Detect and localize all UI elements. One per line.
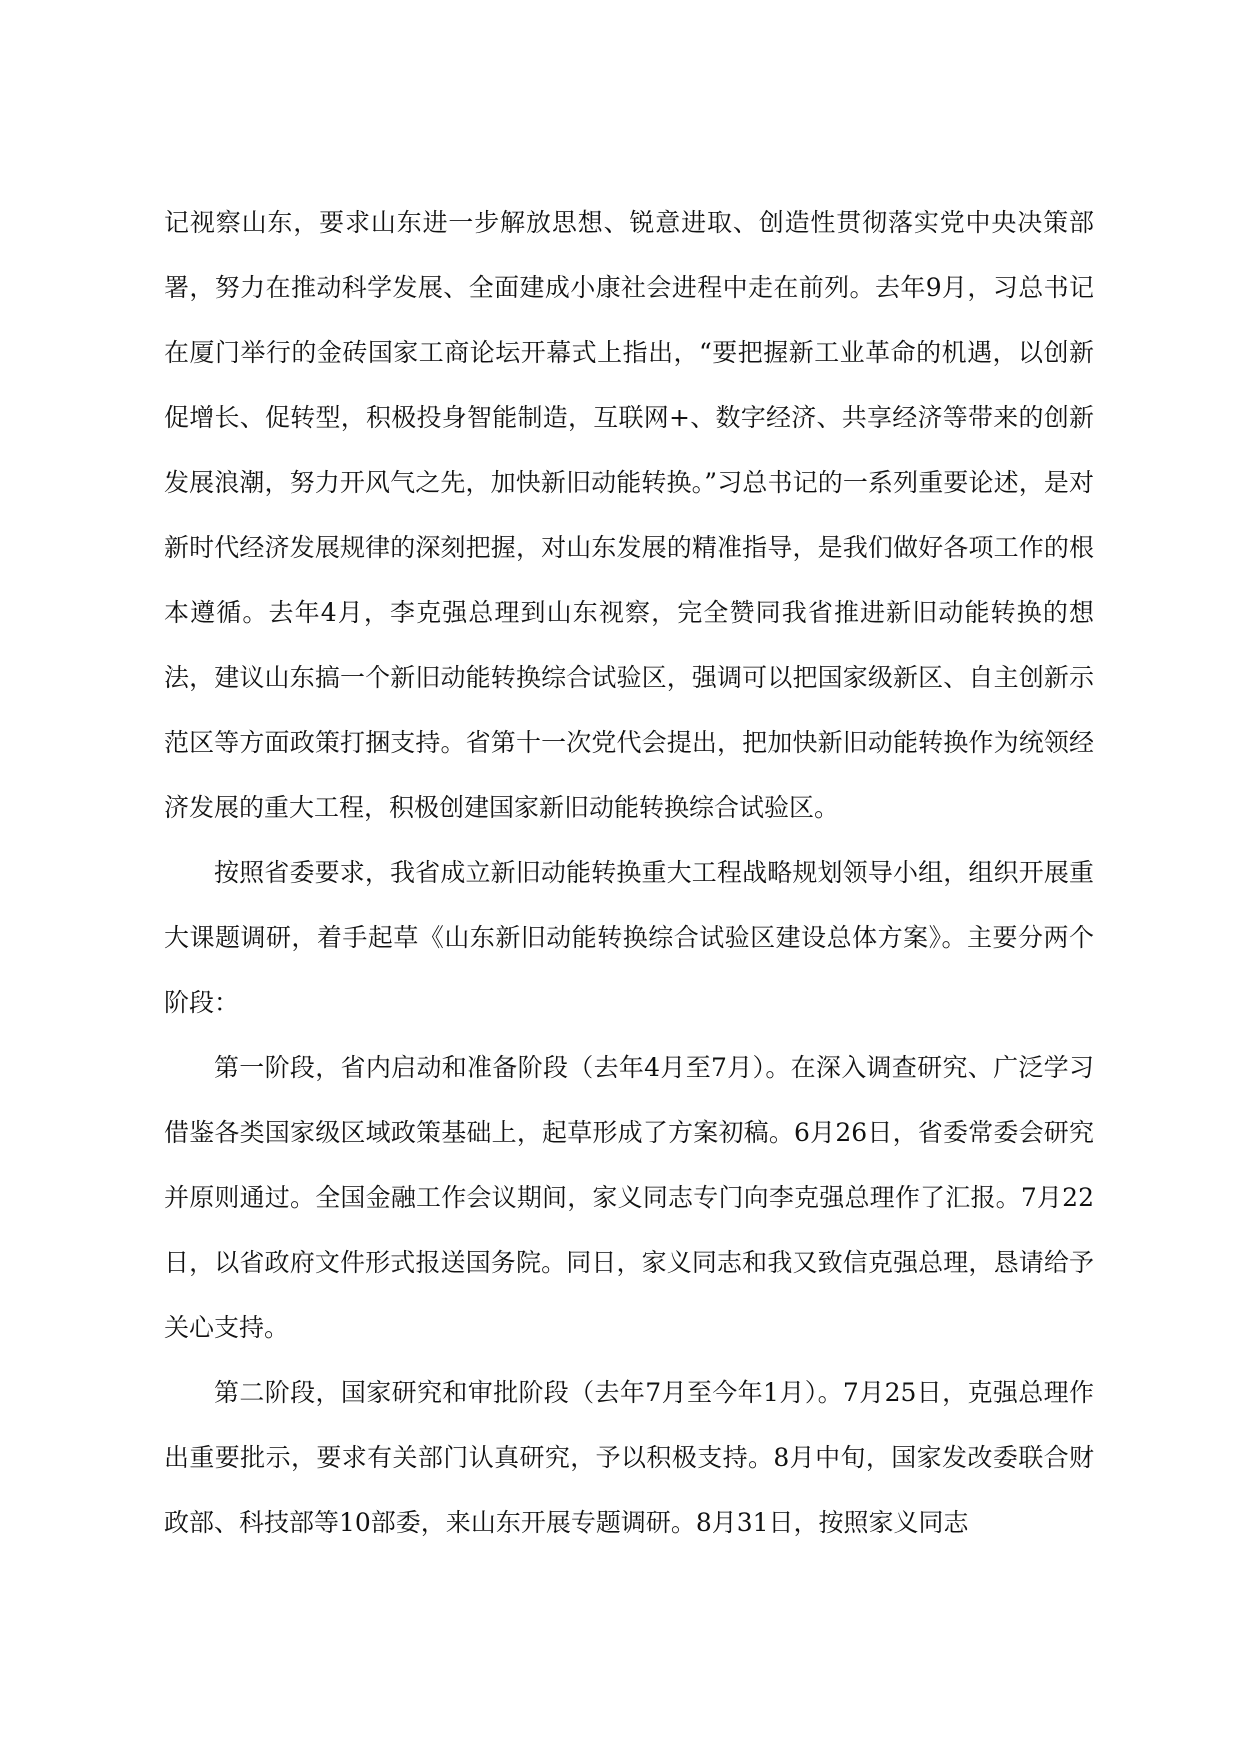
paragraph-leading-group: 按照省委要求，我省成立新旧动能转换重大工程战略规划领导小组，组织开展重大课题调研，着手起草《山东新旧动能转换综合试验区建设总体方案》。主要分两个阶段： <box>164 858 1094 1017</box>
paragraph-stage-two: 第二阶段，国家研究和审批阶段（去年7月至今年1月）。7月25日，克强总理作出重要批示，要求有关部门认真研究，予以积极支持。8月中旬，国家发改委联合财政部、科技部等10部委，来山东开展专题调研。8月31日，按照家义同志 <box>164 1378 1094 1537</box>
paragraph-stage-one: 第一阶段，省内启动和准备阶段（去年4月至7月）。在深入调查研究、广泛学习借鉴各类国家级区域政策基础上，起草形成了方案初稿。6月26日，省委常委会研究并原则通过。全国金融工作会议期间，家义同志专门向李克强总理作了汇报。7月22日，以省政府文件形式报送国务院。同日，家义同志和我又致信克强总理，恳请给予关心支持。 <box>164 1053 1094 1342</box>
paragraph-continuation: 记视察山东，要求山东进一步解放思想、锐意进取、创造性贯彻落实党中央决策部署，努力在推动科学发展、全面建成小康社会进程中走在前列。去年9月，习总书记在厦门举行的金砖国家工商论坛开幕式上指出，“要把握新工业革命的机遇，以创新促增长、促转型，积极投身智能制造，互联网+、数字经济、共享经济等带来的创新发展浪潮，努力开风气之先，加快新旧动能转换。”习总书记的一系列重要论述，是对新时代经济发展规律的深刻把握，对山东发展的精准指导，是我们做好各项工作的根本遵循。去年4月，李克强总理到山东视察，完全赞同我省推进新旧动能转换的想法，建议山东搞一个新旧动能转换综合试验区，强调可以把国家级新区、自主创新示范区等方面政策打捆支持。省第十一次党代会提出，把加快新旧动能转换作为统领经济发展的重大工程，积极创建国家新旧动能转换综合试验区。 <box>164 208 1094 822</box>
document-body <box>164 190 1094 1555</box>
